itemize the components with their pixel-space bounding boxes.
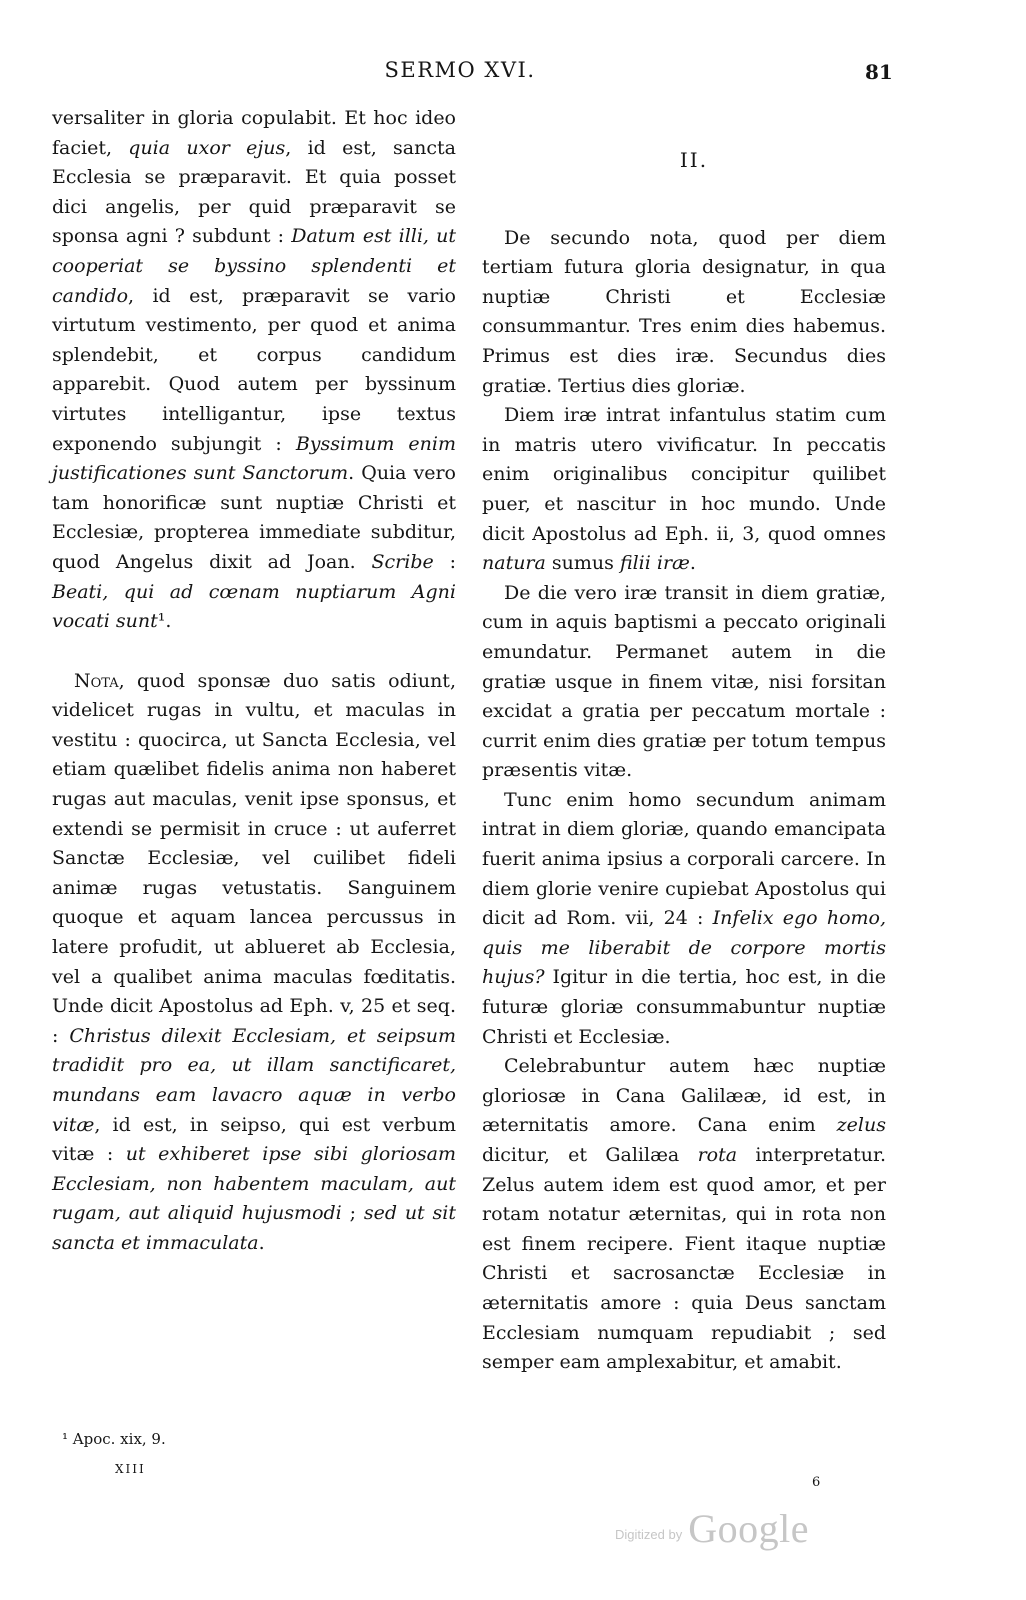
text-segment: : — [433, 550, 456, 573]
text-segment: . — [258, 1231, 265, 1254]
text-segment: De secundo nota, quod per diem tertiam futura gloria designatur, in qua nuptiæ Christi et Ecclesiæ consummantur. Tres enim dies habemus. Primus est dies iræ. Secundus dies gratiæ. Tertius dies gloriæ. — [482, 226, 886, 397]
paragraph — [482, 401, 886, 579]
italic-text: Christus dilexit Ecclesiam, et seipsum tradidit pro ea, ut illam sanctificaret, mundans eam lavacro aquæ in verbo vitæ — [52, 1024, 456, 1136]
italic-text: sed ut sit sancta et immaculata — [52, 1202, 456, 1254]
digitized-watermark — [615, 1503, 809, 1553]
italic-text: Beati, qui ad cœnam nuptiarum Agni vocati sunt — [52, 580, 456, 633]
footnote: ¹ Apoc. xix, 9. — [62, 1430, 166, 1448]
text-segment: ¹. — [157, 610, 172, 633]
page-number: 81 — [865, 60, 893, 84]
section-marker: II. — [679, 148, 709, 172]
left-column — [52, 104, 456, 1259]
italic-text: quia uxor ejus — [128, 136, 286, 159]
text-segment: Nota — [74, 669, 119, 692]
text-segment: Celebrabuntur autem hæc nuptiæ gloriosæ in Cana Galilææ, id est, in æternitatis amore. Cana enim — [482, 1055, 886, 1137]
text-segment: , id est, præparavit se vario virtutum vestimento, per quod et anima splendebit, et corpus candidum apparebit. Quod autem per byssinum virtutes intelligantur, ipse textus exponendo subjungit : — [52, 284, 456, 455]
text-segment: , id est, in seipso, qui est verbum vitæ : — [52, 1113, 456, 1166]
text-segment: . — [689, 552, 696, 575]
italic-text: Scribe — [371, 550, 434, 573]
text-segment: , id est, sancta Ecclesia se præparavit. Et quia posset dici angelis, per quid præparavit se sponsa agni ? subdunt : — [52, 136, 456, 248]
text-segment: ; — [341, 1202, 364, 1225]
text-segment: Diem iræ intrat infantulus statim cum in matris utero vivificatur. In peccatis enim originalibus concipitur quilibet puer, et nascitur in hoc mundo. Unde dicit Apostolus ad Eph. ii, 3, quod omnes — [482, 404, 886, 545]
italic-text: filii iræ — [619, 552, 690, 575]
text-segment: dicitur, et Galilæa — [482, 1144, 698, 1166]
text-segment: De die vero iræ transit in diem gratiæ, cum in aquis baptismi a peccato originali emundatur. Permanet autem in die gratiæ usque in finem vitæ, nisi forsitan excidat a gratia per peccatum mortale : currit enim dies gratiæ per totum tempus præsentis vitæ. — [482, 581, 886, 782]
italic-text: natura — [482, 552, 546, 575]
text-segment: Tunc enim homo secundum animam intrat in diem gloriæ, quando emancipata fuerit anima ipsius a corporali carcere. In diem glorie venire cupiebat Apostolus qui dicit ad Rom. vii, 24 : — [482, 788, 886, 930]
italic-text: Infelix ego homo, quis me liberabit de corpore mortis hujus? — [482, 907, 886, 989]
right-column — [482, 104, 886, 1378]
signature-number: 6 — [812, 1475, 821, 1490]
signature-mark: XIII — [115, 1462, 146, 1476]
digitized-label: Digitized by — [615, 1526, 683, 1542]
text-segment: , quod sponsæ duo satis odiunt, videlicet rugas in vultu, et maculas in vestitu : quocirca, ut Sancta Ecclesia, vel etiam quælibet fidelis anima non haberet rugas aut maculas, venit ipse sponsus, et extendi se permisit in cruce : ut auferret Sanctæ Ecclesiæ, vel cuilibet fideli animæ rugas vetustatis. Sanguinem quoque et aquam lancea percussus in latere profudit, ut ablueret ab Ecclesia, vel a qualibet anima maculas fœditatis. Unde dicit Apostolus ad Eph. v, 25 et seq. : — [52, 669, 456, 1047]
text-segment: . Quia vero tam honorificæ sunt nuptiæ Christi et Ecclesiæ, propterea immediate subditur, quod Angelus dixit ad Joan. — [52, 462, 456, 573]
text-segment: Igitur in die tertia, hoc est, in die futuræ gloriæ consummabuntur nuptiæ Christi et Ecclesiæ. — [482, 966, 886, 1048]
italic-text: rota — [697, 1144, 738, 1166]
italic-text: Byssimum enim justificationes sunt Sanctorum — [52, 432, 456, 485]
italic-text: Datum est illi, ut cooperiat se byssino splendenti et candido — [52, 225, 456, 307]
paragraph — [482, 224, 886, 402]
paragraph — [52, 104, 456, 637]
text-segment: sumus — [545, 552, 620, 575]
text-segment: versaliter in gloria copulabit. Et hoc ideo faciet, — [52, 107, 456, 159]
google-logo: Google — [688, 1505, 809, 1551]
italic-text: zelus — [836, 1114, 886, 1137]
paragraph — [482, 579, 886, 786]
paragraph — [52, 667, 456, 1259]
paragraph — [482, 786, 886, 1052]
paragraph — [482, 1052, 886, 1378]
italic-text: ut exhiberet ipse sibi gloriosam Ecclesiam, non habentem maculam, aut rugam, aut aliquid hujusmodi — [52, 1143, 456, 1225]
running-header: SERMO XVI. — [384, 58, 536, 82]
text-segment: interpretatur. Zelus autem idem est quod amor, et per rotam notatur æternitas, qui in rota non est finem recipere. Fient itaque nuptiæ Christi et sacrosanctæ Ecclesiæ in æternitatis amore : quia Deus sanctam Ecclesiam numquam repudiabit ; sed semper eam amplexabitur, et amabit. — [482, 1144, 886, 1374]
